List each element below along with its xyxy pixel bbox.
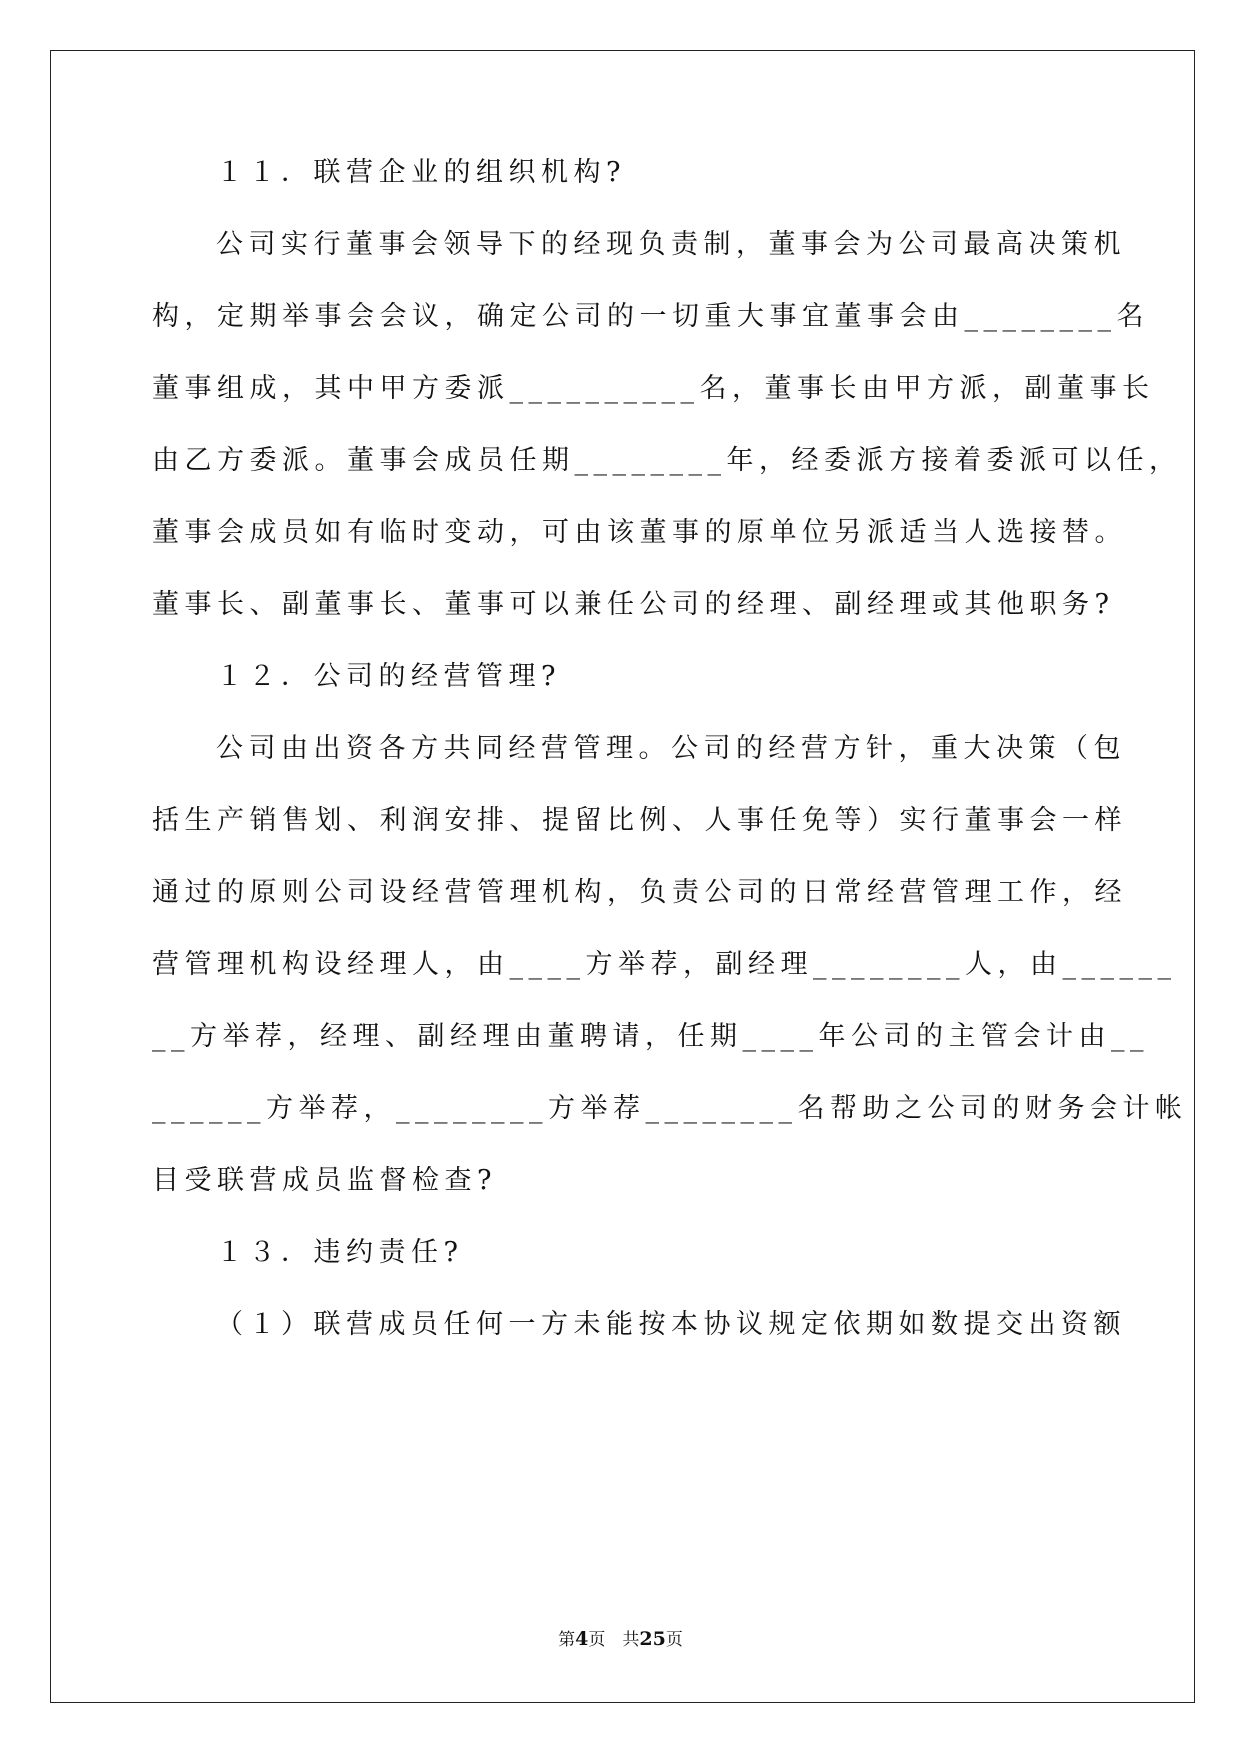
section-heading-13: １３．违约责任? [216,1237,464,1268]
paragraph-line: 目受联营成员监督检查? [152,1165,497,1196]
section-heading-11: １１．联营企业的组织机构? [216,157,626,188]
paragraph-line: 董事长、副董事长、董事可以兼任公司的经理、副经理或其他职务? [152,589,1115,620]
paragraph-line: 构，定期举事会会议，确定公司的一切重大事宜董事会由________名 [152,301,1149,332]
paragraph-line: 公司实行董事会领导下的经现负责制，董事会为公司最高决策机 [216,229,1126,260]
paragraph-line: 营管理机构设经理人，由____方举荐，副经理________人，由______ [152,949,1177,980]
footer-prefix: 第 [558,1630,576,1650]
page-footer [0,1625,1241,1650]
paragraph-line: 董事会成员如有临时变动，可由该董事的原单位另派适当人选接替。 [152,517,1127,548]
paragraph-line: 公司由出资各方共同经营管理。公司的经营方针，重大决策（包 [216,733,1126,764]
paragraph-line: 括生产销售划、利润安排、提留比例、人事任免等）实行董事会一样 [152,805,1127,836]
paragraph-line: （１）联营成员任何一方未能按本协议规定依期如数提交出资额 [216,1309,1126,1340]
paragraph-line: 通过的原则公司设经营管理机构，负责公司的日常经营管理工作，经 [152,877,1127,908]
current-page-number: 4 [575,1628,589,1650]
footer-middle: 页 共 [588,1630,640,1650]
paragraph-line: ______方举荐，________方举荐________名帮助之公司的财务会计帐 [152,1093,1188,1124]
footer-suffix: 页 [665,1630,683,1650]
paragraph-line: 由乙方委派。董事会成员任期________年，经委派方接着委派可以任， [152,445,1182,476]
paragraph-line: __方举荐，经理、副经理由董聘请，任期____年公司的主管会计由__ [152,1021,1149,1052]
total-page-number: 25 [639,1628,666,1650]
paragraph-line: 董事组成，其中甲方委派__________名，董事长由甲方派，副董事长 [152,373,1155,404]
section-heading-12: １２．公司的经营管理? [216,661,561,692]
